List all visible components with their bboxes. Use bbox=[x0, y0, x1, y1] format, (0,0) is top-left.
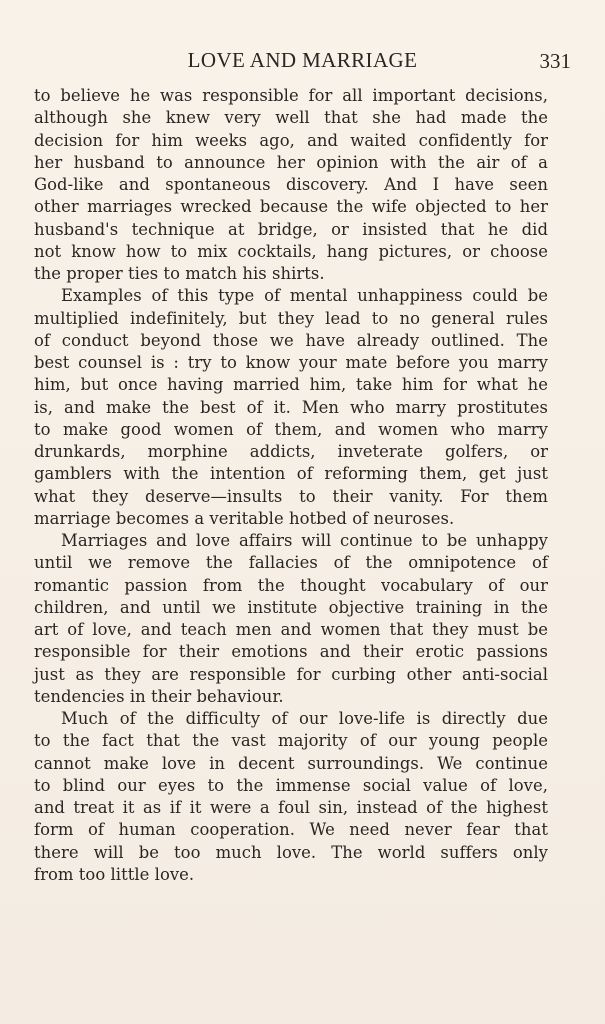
text-line: from too little love. bbox=[34, 864, 195, 884]
text-line: to blind our eyes to the immense social value of love, bbox=[34, 775, 548, 795]
text-line: and treat it as if it were a foul sin, instead of the highest bbox=[34, 798, 548, 817]
text-line: not know how to mix cocktails, hang pictures, or choose bbox=[34, 241, 548, 261]
text-line: to the fact that the vast majority of our young people bbox=[34, 731, 548, 751]
text-line: romantic passion from the thought vocabulary of our bbox=[34, 575, 548, 595]
text-line: him, but once having married him, take him for what he bbox=[34, 375, 548, 395]
text-line: responsible for their emotions and their erotic passions bbox=[34, 642, 548, 662]
text-line: form of human cooperation. We need never fear that bbox=[34, 820, 548, 840]
text-line: God-like and spontaneous discovery. And I have seen bbox=[34, 175, 548, 194]
paragraph-start-line: Much of the difficulty of our love-life is directly due bbox=[61, 709, 548, 728]
text-line: is, and make the best of it. Men who marry prostitutes bbox=[34, 397, 548, 417]
text-line: husband's technique at bridge, or insisted that he did bbox=[34, 219, 548, 239]
text-line: of conduct beyond those we have already outlined. The bbox=[34, 330, 548, 350]
text-line: drunkards, morphine addicts, inveterate golfers, or bbox=[34, 442, 548, 461]
text-line: until we remove the fallacies of the omnipotence of bbox=[34, 553, 548, 573]
text-line: to believe he was responsible for all important decisions, bbox=[34, 86, 548, 105]
text-line: just as they are responsible for curbing other anti-social bbox=[34, 664, 548, 684]
paragraph-start-line: Marriages and love affairs will continue to be unhappy bbox=[61, 531, 548, 550]
text-line: although she knew very well that she had made the bbox=[34, 108, 548, 128]
text-line: to make good women of them, and women who marry bbox=[34, 419, 548, 439]
text-line: best counsel is : try to know your mate before you marry bbox=[34, 353, 548, 372]
text-line: other marriages wrecked because the wife objected to her bbox=[34, 197, 548, 217]
text-line: cannot make love in decent surroundings. We continue bbox=[34, 753, 548, 773]
text-line: there will be too much love. The world suffers only bbox=[34, 842, 548, 862]
text-line: gamblers with the intention of reforming them, get just bbox=[34, 464, 548, 484]
text-line: decision for him weeks ago, and waited confidently for bbox=[34, 130, 548, 150]
running-header bbox=[34, 48, 571, 76]
page-number: 331 bbox=[539, 49, 571, 73]
text-line: her husband to announce her opinion with the air of a bbox=[34, 152, 548, 172]
chapter-title: LOVE AND MARRIAGE bbox=[187, 48, 418, 72]
text-line: multiplied indefinitely, but they lead to no general rules bbox=[34, 308, 548, 328]
text-line: tendencies in their behaviour. bbox=[34, 686, 284, 706]
body-text bbox=[34, 85, 548, 886]
text-line: marriage becomes a veritable hotbed of neuroses. bbox=[34, 508, 455, 528]
text-line: children, and until we institute objective training in the bbox=[34, 597, 548, 617]
text-line: what they deserve—insults to their vanity. For them bbox=[34, 486, 548, 506]
paragraph-start-line: Examples of this type of mental unhappiness could be bbox=[61, 286, 548, 306]
text-line: the proper ties to match his shirts. bbox=[34, 264, 325, 283]
text-line: art of love, and teach men and women that they must be bbox=[34, 620, 548, 639]
